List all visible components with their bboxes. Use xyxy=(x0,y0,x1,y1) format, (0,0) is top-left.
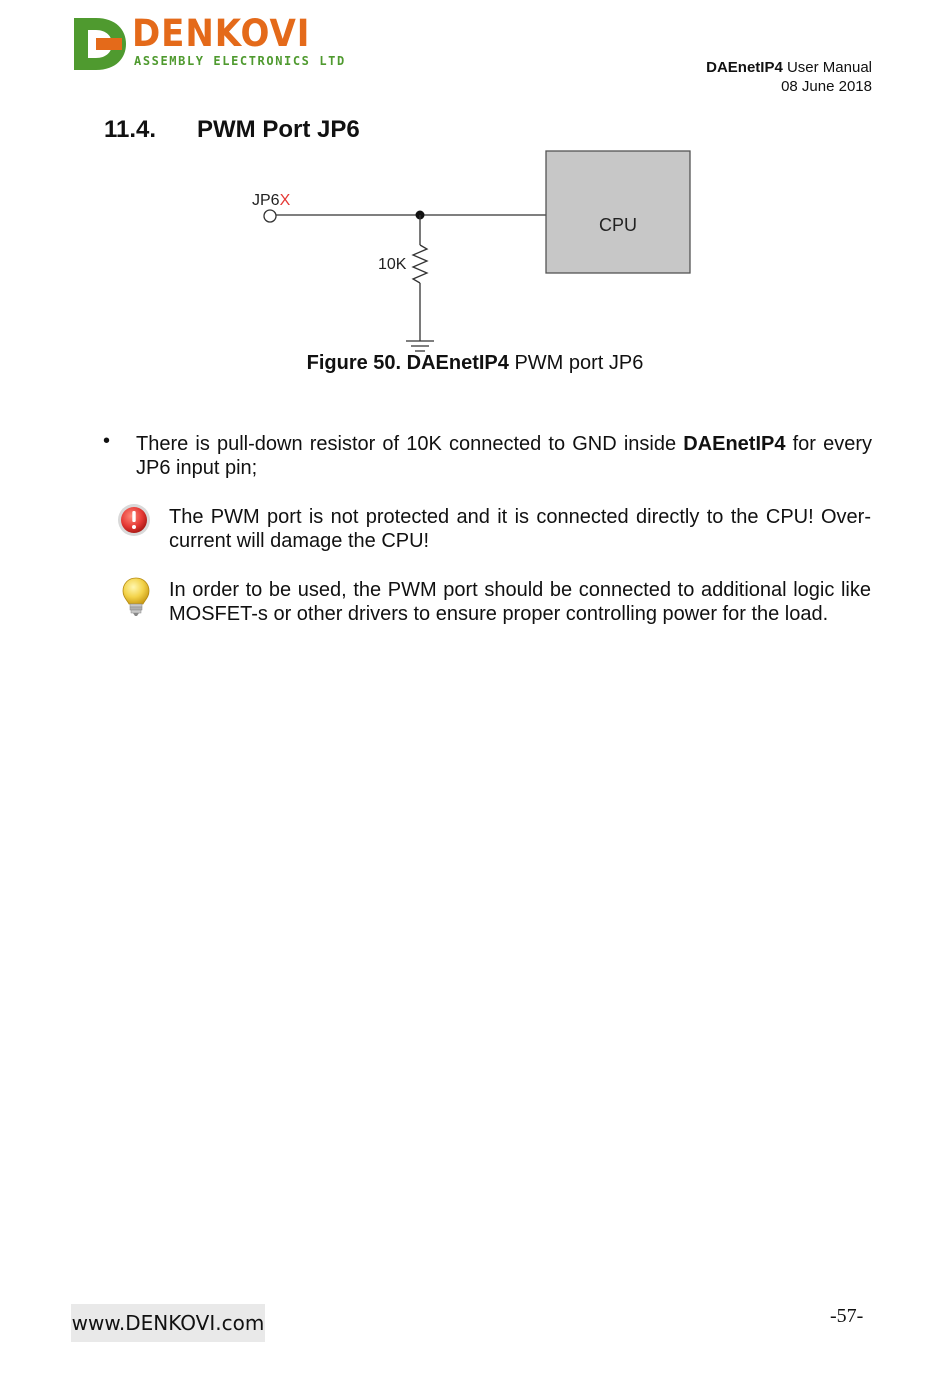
product-name: DAEnetIP4 xyxy=(706,59,783,76)
logo-tagline: ASSEMBLY ELECTRONICS LTD xyxy=(134,54,346,68)
resistor-symbol xyxy=(413,245,427,283)
resistor-label: 10K xyxy=(378,256,407,273)
warning-icon xyxy=(117,503,151,537)
bullet-text-before: There is pull-down resistor of 10K connected to GND inside xyxy=(136,433,684,455)
logo-d-icon xyxy=(72,16,132,72)
bullet-paragraph xyxy=(136,432,872,480)
caption-prefix: Figure 50. xyxy=(306,352,407,374)
doc-type: User Manual xyxy=(782,59,872,76)
ground-symbol xyxy=(406,341,434,351)
manual-title xyxy=(706,58,872,77)
manual-date: 08 June 2018 xyxy=(781,78,872,95)
bullet-text-after: for every JP6 input pin; xyxy=(136,433,872,479)
section-number: 11.4. xyxy=(104,116,157,143)
company-logo xyxy=(72,12,346,72)
caption-product: DAEnetIP4 xyxy=(406,352,509,374)
figure-caption xyxy=(0,352,950,375)
pin-label: JP6X xyxy=(252,192,291,209)
footer-website: www.DENKOVI.com xyxy=(71,1304,265,1342)
page-number: -57- xyxy=(830,1305,864,1327)
lightbulb-icon xyxy=(120,576,152,618)
bullet-marker: • xyxy=(103,430,111,452)
caption-rest: PWM port JP6 xyxy=(508,352,644,374)
section-title: PWM Port JP6 xyxy=(197,116,360,143)
logo-wordmark: DENKOVI xyxy=(132,12,311,55)
section-heading xyxy=(104,116,360,144)
cpu-label: CPU xyxy=(598,215,638,235)
pin-terminal xyxy=(264,210,276,222)
bullet-product: DAEnetIP4 xyxy=(683,433,786,455)
document-header xyxy=(706,58,872,96)
tip-note: In order to be used, the PWM port should be connected to additional logic like MOSFET-s or other drivers to ensure proper controlling power for the load. xyxy=(169,579,871,625)
warning-note: The PWM port is not protected and it is connected directly to the CPU! Over-current will damage the CPU! xyxy=(169,506,871,552)
pwm-port-circuit-diagram xyxy=(240,145,700,360)
cpu-block xyxy=(546,151,690,273)
